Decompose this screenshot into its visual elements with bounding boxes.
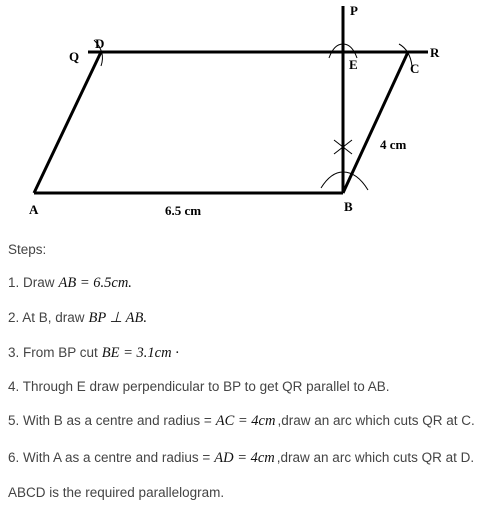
step-3-text: 3. From BP cut [8,345,98,360]
label-a: A [29,202,39,217]
side-ad [34,52,101,193]
conclusion: ABCD is the required parallelogram. [8,485,225,500]
step-5-pre: 5. With B as a centre and radius = [8,413,212,428]
step-1-text: 1. Draw [8,275,55,290]
label-ab-length: 6.5 cm [165,203,202,218]
step-5-math: AC = 4cm [215,413,276,429]
step-6-math: AD = 4cm [214,450,275,466]
step-4: 4. Through E draw perpendicular to BP to get QR parallel to AB. [8,379,390,394]
steps-heading: Steps: [8,242,47,257]
label-d: D [95,36,105,51]
side-bc [343,52,408,193]
step-3 [8,345,179,362]
label-b: B [344,199,353,214]
label-bc-length: 4 cm [380,137,407,152]
step-1 [8,275,132,292]
step-6 [8,450,474,467]
label-r: R [430,45,440,60]
step-5 [8,413,475,430]
step-6-post: ,draw an arc which cuts QR at D. [276,450,475,465]
step-2 [8,310,147,327]
step-1-math: AB = 6.5cm. [58,275,132,291]
step-6-pre: 6. With A as a centre and radius = [8,450,211,465]
label-c: C [410,61,420,76]
step-2-text: 2. At B, draw [8,310,85,325]
step-3-math: BE = 3.1cm · [101,345,179,361]
label-e: E [349,57,358,72]
step-5-post: ,draw an arc which cuts QR at C. [277,413,475,428]
step-2-math: BP ⊥ AB. [88,310,147,326]
label-q: Q [69,49,80,64]
parallelogram-construction-diagram [0,0,489,230]
label-p: P [350,3,358,18]
